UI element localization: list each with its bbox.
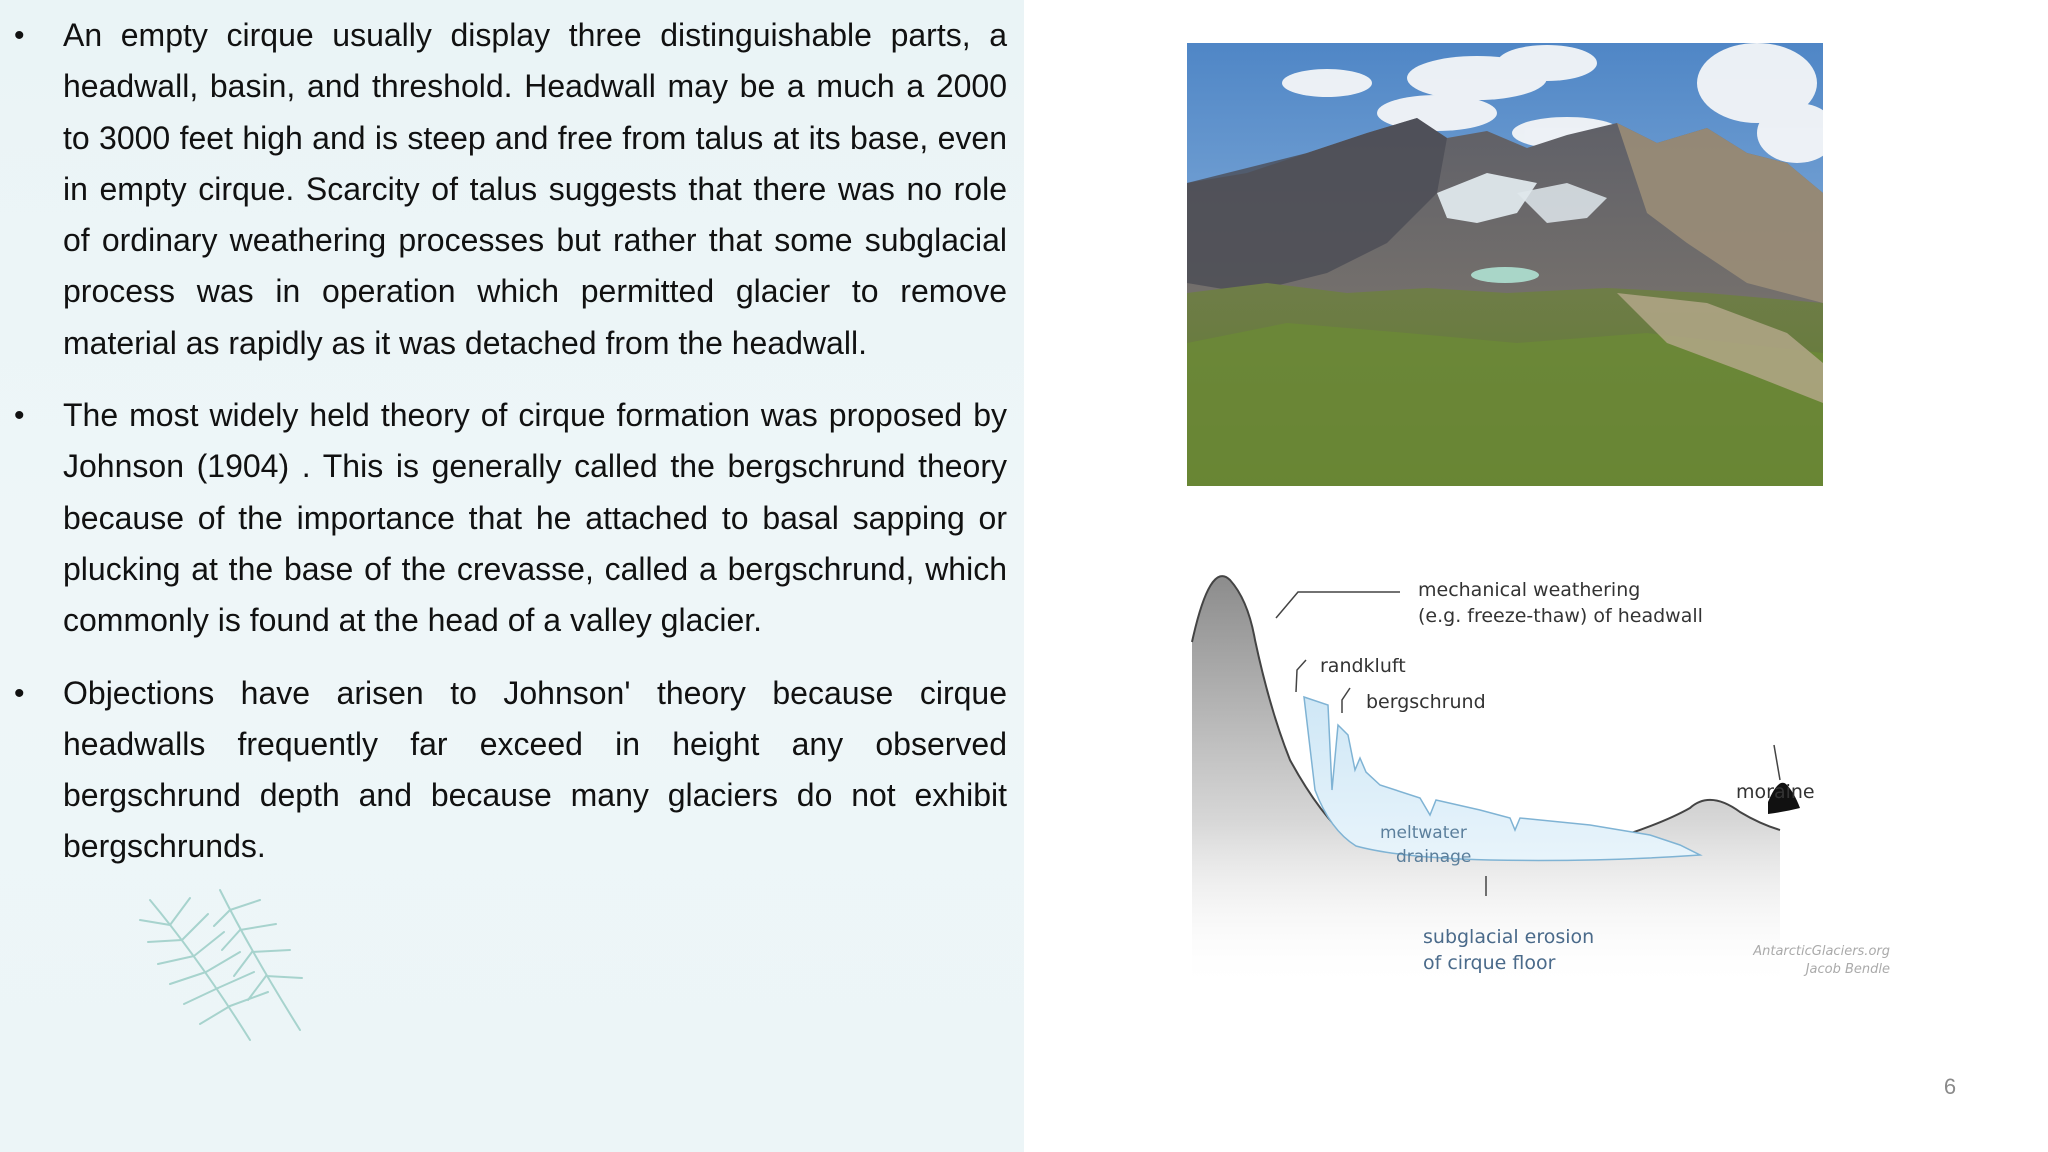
bullet-item	[0, 10, 1024, 369]
bullet-list	[0, 10, 1024, 894]
bullet-marker: •	[14, 399, 25, 433]
bullet-text: The most widely held theory of cirque formation was proposed by Johnson (1904) . This is generally called the bergschrund theory because of the importance that he attached to basal sapping or plucking at the base of the crevasse, called a bergschrund, which commonly is found at the head of a valley glacier.	[63, 397, 1007, 639]
label-cirque-floor: of cirque floor	[1423, 952, 1556, 974]
label-bergschrund: bergschrund	[1366, 691, 1486, 713]
label-mechanical-weathering: mechanical weathering	[1418, 579, 1641, 601]
credit-author: Jacob Bendle	[1805, 962, 1890, 977]
label-moraine: moraine	[1736, 781, 1815, 803]
credit-site: AntarcticGlaciers.org	[1753, 944, 1890, 959]
bullet-marker: •	[14, 19, 25, 52]
bullet-text: An empty cirque usually display three distinguishable parts, a headwall, basin, and threshold. Headwall may be a much a 2000 to 3000 feet high and is steep and free from talus at its base, even in empty cirque. Scarcity of talus suggests that there was no role of ordinary weathering processes but rather that some subglacial process was in operation which permitted glacier to remove material as rapidly as it was detached from the headwall.	[63, 17, 1007, 361]
page-number: 6	[1943, 1074, 1957, 1099]
cirque-diagram	[1180, 540, 1910, 990]
glacier-ice	[1304, 697, 1700, 860]
label-freeze-thaw: (e.g. freeze-thaw) of headwall	[1418, 605, 1703, 627]
label-randkluft: randkluft	[1320, 655, 1406, 677]
bullet-text: Objections have arisen to Johnson' theory because cirque headwalls frequently far exceed in height any observed bergschrund depth and because many glaciers do not exhibit bergschrunds.	[63, 674, 1007, 865]
bullet-item	[0, 668, 1024, 873]
bullet-marker: •	[14, 676, 25, 710]
cirque-photo	[1187, 43, 1823, 486]
label-drainage: drainage	[1396, 847, 1472, 867]
fern-decoration-icon	[130, 880, 320, 1050]
label-subglacial-erosion: subglacial erosion	[1423, 926, 1595, 948]
label-meltwater: meltwater	[1380, 823, 1467, 843]
bullet-item	[0, 390, 1024, 646]
